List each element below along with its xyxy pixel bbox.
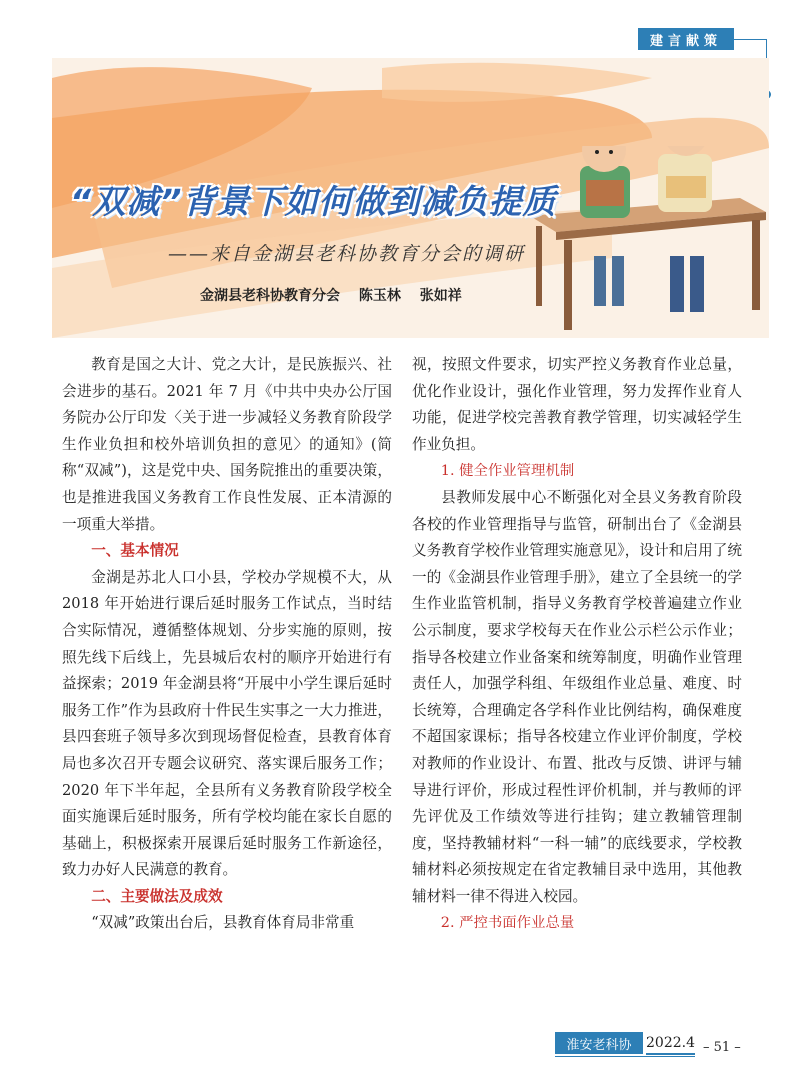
footer-page-number: – 51 – [703, 1040, 741, 1055]
basic-situation-paragraph: 金湖是苏北人口小县，学校办学规模不大，从 2018 年开始进行课后延时服务工作试点，当时结合实际情况，遵循整体规划、分步实施的原则，按照先线下后线上，先县城后农村的顺序开始进行有益探索；2019 年金湖县将“开展中小学生课后延时服务工作”作为县政府十件民生实事之一大力推进，县四套班子领导多次到现场督促检查，县教育体育局也多次召开专题会议研究、落实课后服务工作；2020 年下半年起，全县所有义务教育阶段学校全面实施课后延时服务，所有学校均能在家长自愿的基础上，积极探索开展课后延时服务工作新途径，致力办好人民满意的教育。 [62, 568, 392, 879]
author-org: 金湖县老科协教育分会 [200, 288, 340, 304]
intro-paragraph: 教育是国之大计、党之大计，是民族振兴、社会进步的基石。2021 年 7 月《中共中央办公厅国务院办公厅印发〈关于进一步减轻义务教育阶段学生作业负担和校外培训负担的意见〉的通知》(简称“双减”)，这是党中央、国务院推出的重要决策，也是推进我国义务教育工作良性发展、正本清源的一项重大举措。 [62, 356, 392, 533]
right-text-column [412, 352, 742, 937]
practices-paragraph-start: “双减”政策出台后，县教育体育局非常重 [91, 914, 355, 932]
heading-control-homework: 2. 严控书面作业总量 [440, 915, 575, 932]
left-text-column [62, 352, 392, 937]
heading-homework-mechanism: 1. 健全作业管理机制 [440, 463, 575, 480]
article-authors [200, 285, 476, 305]
section-tag-line [734, 39, 766, 40]
section-tag: 建言献策 [638, 28, 734, 50]
heading-main-practices: 二、主要做法及成效 [91, 887, 223, 905]
article-subtitle: ——来自金湖县老科协教育分会的调研 [168, 243, 526, 265]
footer-rule [555, 1056, 695, 1057]
homework-mechanism-paragraph: 县教师发展中心不断强化对全县义务教育阶段各校的作业管理指导与监管，研制出台了《金湖县义务教育学校作业管理实施意见》，设计和启用了统一的《金湖县作业管理手册》，建立了全县统一的学生作业监管机制，指导义务教育学校普遍建立作业公示制度，要求学校每天在作业公示栏公示作业；指导各校建立作业备案和统筹制度，明确作业管理责任人，加强学科组、年级组作业总量、难度、时长统筹，合理确定各学科作业比例结构，确保难度不超国家课标；指导各校建立作业评价制度，学校对教师的作业设计、布置、批改与反馈、讲评与辅导进行评价，形成过程性评价机制，并与教师的评先评优及工作绩效等进行挂钩；建立教辅管理制度，坚持教辅材料“一科一辅”的底线要求，学校教辅材料必须按规定在省定教辅目录中选用，其他教辅材料一律不得进入校园。 [412, 488, 742, 905]
footer-issue: 2022.4 [646, 1033, 695, 1055]
footer-magazine-name: 淮安老科协 [555, 1032, 643, 1054]
author-name-1: 陈玉林 [358, 288, 401, 304]
practices-paragraph-continued: 视，按照文件要求，切实严控义务教育作业总量，优化作业设计，强化作业管理，努力发挥作业育人功能，促进学校完善教育教学管理，切实减轻学生作业负担。 [412, 356, 742, 453]
article-banner [52, 58, 769, 338]
article-title: “双减”背景下如何做到减负提质 [70, 182, 557, 221]
students-reading-illustration [530, 146, 769, 336]
author-name-2: 张如祥 [419, 288, 462, 304]
heading-basic-situation: 一、基本情况 [91, 542, 179, 560]
